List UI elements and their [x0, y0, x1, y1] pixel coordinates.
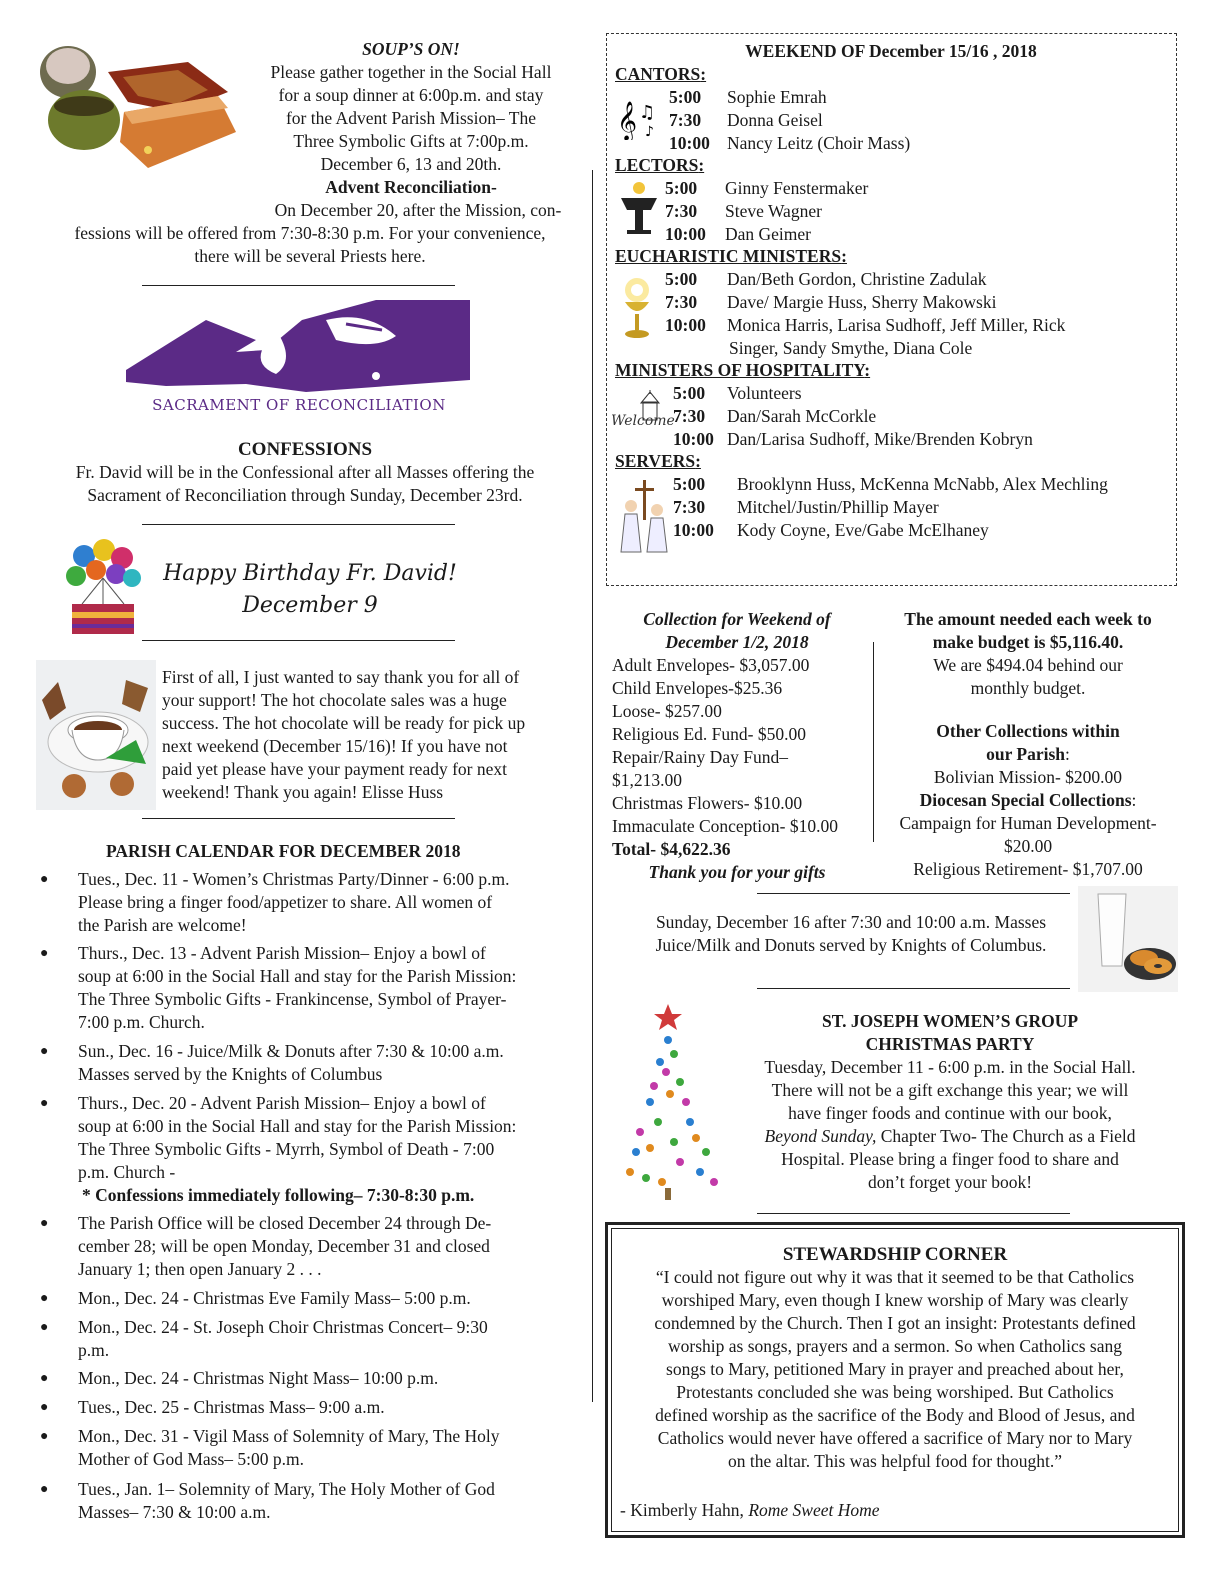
- recon-line: fessions will be offered from 7:30-8:30 p.m. For your convenience,: [74, 223, 546, 243]
- birthday-date: December 9: [242, 593, 378, 618]
- mass-time: 7:30: [669, 110, 702, 130]
- calendar-line: soup at 6:00 in the Social Hall and stay for the Parish Mission:: [78, 1116, 517, 1136]
- calendar-line: Tues., Dec. 25 - Christmas Mass– 9:00 a.m.: [78, 1397, 385, 1417]
- stewardship-line: condemned by the Church. Then I got an insight: Protestants defined: [654, 1313, 1136, 1333]
- lectern-icon: [617, 180, 661, 236]
- womens-group-line: [730, 1125, 1170, 1148]
- mass-time: 7:30: [673, 406, 706, 426]
- other-collections-title: our Parish:: [986, 744, 1070, 764]
- donuts-notice: [624, 911, 1078, 957]
- calendar-line: soup at 6:00 in the Social Hall and stay for the Parish Mission:: [78, 966, 517, 986]
- calendar-line: Mon., Dec. 24 - Christmas Night Mass– 10:00 p.m.: [78, 1368, 439, 1388]
- donuts-line: Juice/Milk and Donuts served by Knights of Columbus.: [655, 935, 1047, 955]
- calendar-item: [36, 1396, 581, 1420]
- collection-line: Christmas Flowers- $10.00: [612, 793, 803, 813]
- minister-names: Brooklynn Huss, McKenna McNabb, Alex Mechling: [737, 474, 1108, 494]
- hot-chocolate-line: success. The hot chocolate will be ready for pick up: [162, 713, 526, 733]
- eucharistic-label: EUCHARISTIC MINISTERS: [615, 246, 842, 266]
- calendar-line: January 1; then open January 2 . . .: [78, 1259, 322, 1279]
- mass-time: 10:00: [665, 315, 706, 335]
- calendar-item: [36, 868, 581, 938]
- calendar-item: [36, 1287, 581, 1311]
- calendar-item: [36, 1478, 581, 1526]
- divider: [142, 640, 455, 641]
- collection-total: Total- $4,622.36: [612, 839, 731, 859]
- collection-line: Loose- $257.00: [612, 701, 722, 721]
- stewardship-line: Protestants concluded she was being worshiped. But Catholics: [676, 1382, 1114, 1402]
- soup-line: Three Symbolic Gifts at 7:00p.m.: [293, 131, 529, 151]
- birthday-line: Happy Birthday Fr. David!: [163, 561, 457, 586]
- minister-names: Mitchel/Justin/Phillip Mayer: [737, 497, 939, 517]
- calendar-item: [36, 942, 581, 1036]
- calendar-title: PARISH CALENDAR FOR DECEMBER 2018: [106, 841, 461, 861]
- bullet-icon: ●: [40, 1044, 49, 1059]
- birthday-cake-balloons-image: [62, 538, 144, 638]
- divider: [757, 988, 1070, 989]
- minister-names: Monica Harris, Larisa Sudhoff, Jeff Miller, Rick: [727, 315, 1066, 335]
- minister-names: Dan Geimer: [725, 224, 812, 244]
- collection-thanks: Thank you for your gifts: [648, 862, 826, 882]
- calendar-item: [36, 1367, 581, 1391]
- stewardship-line: worship as songs, prayers and a sermon. So when Catholics sang: [668, 1336, 1122, 1356]
- music-notes-icon: [617, 96, 661, 140]
- collection-line: Religious Ed. Fund- $50.00: [612, 724, 806, 744]
- attribution-book: Rome Sweet Home: [748, 1500, 880, 1520]
- book-title: Beyond Sunday,: [764, 1126, 877, 1146]
- svg-text:𝄞: 𝄞: [617, 101, 638, 140]
- budget-block: [880, 608, 1176, 881]
- stewardship-box: [605, 1222, 1185, 1538]
- diocesan-label: Diocesan Special Collections: [919, 790, 1132, 810]
- minister-names: Singer, Sandy Smythe, Diana Cole: [729, 338, 973, 358]
- womens-group-line: There will not be a gift exchange this year; we will: [771, 1080, 1129, 1100]
- soup-line: for the Advent Parish Mission– The: [285, 108, 536, 128]
- stewardship-line: “I could not figure out why it was that it seemed to be that Catholics: [655, 1267, 1135, 1287]
- calendar-line: Tues., Dec. 11 - Women’s Christmas Party/Dinner - 6:00 p.m.: [78, 869, 510, 889]
- minister-names: Steve Wagner: [725, 201, 822, 221]
- recon-line: On December 20, after the Mission, con-: [274, 200, 562, 220]
- collection-line: Adult Envelopes- $3,057.00: [612, 655, 810, 675]
- calendar-line: Mother of God Mass– 5:00 p.m.: [78, 1449, 305, 1469]
- womens-group-line: have finger foods and continue with our book,: [788, 1103, 1112, 1123]
- stewardship-line: songs to Mary, petitioned Mary in prayer and preached about her,: [666, 1359, 1124, 1379]
- mass-time: 10:00: [669, 133, 710, 153]
- advent-reconciliation-title: Advent Reconciliation-: [325, 177, 497, 197]
- minister-names: Ginny Fenstermaker: [725, 178, 869, 198]
- calendar-line: The Parish Office will be closed December 24 through De-: [78, 1213, 492, 1233]
- divider: [142, 285, 455, 286]
- confessions-note: * Confessions immediately following– 7:30-8:30 p.m.: [82, 1185, 475, 1205]
- stewardship-line: Catholics would never have offered a sacrifice of Mary nor to Mary: [657, 1428, 1133, 1448]
- bullet-icon: ●: [40, 946, 49, 961]
- hot-chocolate-image: [36, 660, 156, 810]
- servers-label: SERVERS: [615, 451, 696, 471]
- mass-time: 5:00: [669, 87, 702, 107]
- calendar-line: Masses served by the Knights of Columbus: [78, 1064, 383, 1084]
- roster-title: WEEKEND OF December 15/16 , 2018: [745, 41, 1037, 61]
- hot-chocolate-line: paid yet please have your payment ready for next: [162, 759, 508, 779]
- collection-line: Repair/Rainy Day Fund–: [612, 747, 788, 767]
- mass-time: 5:00: [665, 178, 698, 198]
- womens-group-line: don’t forget your book!: [867, 1172, 1033, 1192]
- calendar-line: Tues., Jan. 1– Solemnity of Mary, The Holy Mother of God: [78, 1479, 495, 1499]
- divider: [142, 524, 455, 525]
- mass-time: 5:00: [665, 269, 698, 289]
- sacrament-logo-caption: SACRAMENT OF RECONCILIATION: [152, 396, 446, 414]
- mass-time: 7:30: [665, 292, 698, 312]
- milk-donuts-image: [1078, 886, 1178, 992]
- soup-line: Please gather together in the Social Hall: [270, 62, 552, 82]
- budget-line: monthly budget.: [970, 678, 1086, 698]
- christmas-tree-image: [610, 1002, 730, 1202]
- calendar-line: Sun., Dec. 16 - Juice/Milk & Donuts after 7:30 & 10:00 a.m.: [78, 1041, 504, 1061]
- svg-text:♪: ♪: [645, 124, 654, 140]
- divider: [757, 893, 1070, 894]
- calendar-line: Mon., Dec. 24 - Christmas Eve Family Mass– 5:00 p.m.: [78, 1288, 471, 1308]
- minister-names: Volunteers: [727, 383, 802, 403]
- mass-time: 10:00: [673, 520, 714, 540]
- minister-names: Dan/Beth Gordon, Christine Zadulak: [727, 269, 987, 289]
- bullet-icon: ●: [40, 1429, 49, 1444]
- budget-line: Religious Retirement- $1,707.00: [913, 859, 1143, 879]
- bullet-icon: ●: [40, 1216, 49, 1231]
- mass-time: 5:00: [673, 474, 706, 494]
- calendar-item: [36, 1040, 581, 1088]
- budget-line: Campaign for Human Development-: [899, 813, 1157, 833]
- stewardship-attribution: [620, 1499, 880, 1522]
- stewardship-title: STEWARDSHIP CORNER: [782, 1244, 1008, 1265]
- soup-title: SOUP’S ON!: [362, 39, 460, 59]
- altar-servers-icon: [617, 480, 671, 554]
- budget-line: The amount needed each week to: [904, 609, 1152, 629]
- mass-time: 10:00: [665, 224, 706, 244]
- budget-line: $20.00: [1003, 836, 1053, 856]
- collection-title: Collection for Weekend of: [643, 609, 831, 629]
- mass-time: 10:00: [673, 429, 714, 449]
- other-collections-label: our Parish: [986, 744, 1066, 764]
- soup-line: for a soup dinner at 6:00p.m. and stay: [278, 85, 544, 105]
- calendar-line: p.m.: [78, 1340, 110, 1360]
- calendar-line: Thurs., Dec. 20 - Advent Parish Mission– Enjoy a bowl of: [78, 1093, 486, 1113]
- calendar-line: 7:00 p.m. Church.: [78, 1012, 205, 1032]
- other-collections-title: Other Collections within: [936, 721, 1120, 741]
- calendar-line: Mon., Dec. 31 - Vigil Mass of Solemnity of Mary, The Holy: [78, 1426, 500, 1446]
- bullet-icon: ●: [40, 1371, 49, 1386]
- welcome-text: Welcome: [611, 413, 675, 429]
- stewardship-line: on the altar. This was helpful food for thought.”: [727, 1451, 1063, 1471]
- three-gifts-image: [28, 32, 240, 172]
- calendar-item: [36, 1212, 581, 1282]
- hospitality-label: MINISTERS OF HOSPITALITY: [615, 360, 865, 380]
- womens-group-notice: [730, 1010, 1170, 1194]
- womens-group-line-rest: Chapter Two- The Church as a Field: [876, 1126, 1136, 1146]
- mass-time: 7:30: [665, 201, 698, 221]
- calendar-line: Thurs., Dec. 13 - Advent Parish Mission– Enjoy a bowl of: [78, 943, 486, 963]
- calendar-item: [36, 1316, 581, 1364]
- collection-divider: [873, 642, 874, 842]
- collection-title: December 1/2, 2018: [665, 632, 809, 652]
- confessions-title: CONFESSIONS: [237, 439, 373, 460]
- minister-names: Dan/Sarah McCorkle: [727, 406, 877, 426]
- diocesan-title: Diocesan Special Collections:: [919, 790, 1137, 810]
- stewardship-line: worshiped Mary, even though I knew worship of Mary was clearly: [661, 1290, 1129, 1310]
- womens-group-line: Hospital. Please bring a finger food to share and: [781, 1149, 1119, 1169]
- weekend-roster-box: [606, 33, 1177, 586]
- chalice-icon: [619, 274, 655, 340]
- cantors-heading: CANTORS:: [615, 64, 707, 84]
- cantors-label: CANTORS: [615, 64, 701, 84]
- bullet-icon: ●: [40, 1291, 49, 1306]
- calendar-line: Masses– 7:30 & 10:00 a.m.: [78, 1502, 271, 1522]
- column-divider: [592, 170, 593, 1402]
- calendar-line: p.m. Church -: [78, 1162, 176, 1182]
- collection-block: [612, 608, 872, 884]
- soup-line: December 6, 13 and 20th.: [320, 154, 502, 174]
- budget-line: make budget is $5,116.40.: [932, 632, 1124, 652]
- sacrament-logo: [126, 300, 472, 416]
- hot-chocolate-line: weekend! Thank you again! Elisse Huss: [162, 782, 444, 802]
- welcome-church-icon: [611, 390, 675, 440]
- confessions-line: Fr. David will be in the Confessional after all Masses offering the: [75, 462, 535, 482]
- minister-names: Sophie Emrah: [727, 87, 827, 107]
- calendar-item: [36, 1425, 581, 1473]
- budget-line: We are $494.04 behind our: [933, 655, 1123, 675]
- mass-time: 7:30: [673, 497, 706, 517]
- calendar-line: Please bring a finger food/appetizer to share. All women of: [78, 892, 493, 912]
- bullet-icon: ●: [40, 1320, 49, 1335]
- divider: [757, 1213, 1070, 1214]
- eucharistic-heading: EUCHARISTIC MINISTERS:: [615, 246, 847, 266]
- collection-line: Immaculate Conception- $10.00: [612, 816, 838, 836]
- minister-names: Kody Coyne, Eve/Gabe McElhaney: [737, 520, 989, 540]
- hot-chocolate-line: First of all, I just wanted to say thank you for all of: [162, 667, 520, 687]
- calendar-line: cember 28; will be open Monday, December 31 and closed: [78, 1236, 490, 1256]
- calendar-line: The Three Symbolic Gifts - Frankincense, Symbol of Prayer-: [78, 989, 507, 1009]
- servers-heading: SERVERS:: [615, 451, 701, 471]
- minister-names: Donna Geisel: [727, 110, 823, 130]
- collection-line: Child Envelopes-$25.36: [612, 678, 783, 698]
- bullet-icon: ●: [40, 1482, 49, 1497]
- womens-group-line: Tuesday, December 11 - 6:00 p.m. in the Social Hall.: [764, 1057, 1136, 1077]
- bullet-icon: ●: [40, 872, 49, 887]
- divider: [142, 818, 455, 819]
- stewardship-line: defined worship as the sacrifice of the Body and Blood of Jesus, and: [655, 1405, 1135, 1425]
- minister-names: Dan/Larisa Sudhoff, Mike/Brenden Kobryn: [727, 429, 1033, 449]
- confessions-line: Sacrament of Reconciliation through Sunday, December 23rd.: [87, 485, 523, 505]
- calendar-line: The Three Symbolic Gifts - Myrrh, Symbol of Death - 7:00: [78, 1139, 495, 1159]
- attribution-author: - Kimberly Hahn,: [620, 1500, 749, 1520]
- donuts-line: Sunday, December 16 after 7:30 and 10:00 a.m. Masses: [655, 912, 1047, 932]
- recon-line: there will be several Priests here.: [194, 246, 426, 266]
- hot-chocolate-line: next weekend (December 15/16)! If you have not: [162, 736, 508, 756]
- minister-names: Dave/ Margie Huss, Sherry Makowski: [727, 292, 997, 312]
- svg-text:♫: ♫: [639, 102, 656, 123]
- bullet-icon: ●: [40, 1096, 49, 1111]
- budget-line: Bolivian Mission- $200.00: [933, 767, 1123, 787]
- hot-chocolate-line: your support! The hot chocolate sales was a huge: [162, 690, 507, 710]
- lectors-label: LECTORS: [615, 155, 699, 175]
- lectors-heading: LECTORS:: [615, 155, 705, 175]
- minister-names: Nancy Leitz (Choir Mass): [727, 133, 911, 153]
- calendar-line: the Parish are welcome!: [78, 915, 247, 935]
- womens-group-title: ST. JOSEPH WOMEN’S GROUP: [821, 1011, 1079, 1031]
- hospitality-heading: MINISTERS OF HOSPITALITY:: [615, 360, 871, 380]
- collection-line: $1,213.00: [612, 770, 682, 790]
- calendar-item: [36, 1092, 581, 1186]
- womens-group-title: CHRISTMAS PARTY: [865, 1034, 1035, 1054]
- calendar-line: Mon., Dec. 24 - St. Joseph Choir Christmas Concert– 9:30: [78, 1317, 488, 1337]
- bullet-icon: ●: [40, 1400, 49, 1415]
- mass-time: 5:00: [673, 383, 706, 403]
